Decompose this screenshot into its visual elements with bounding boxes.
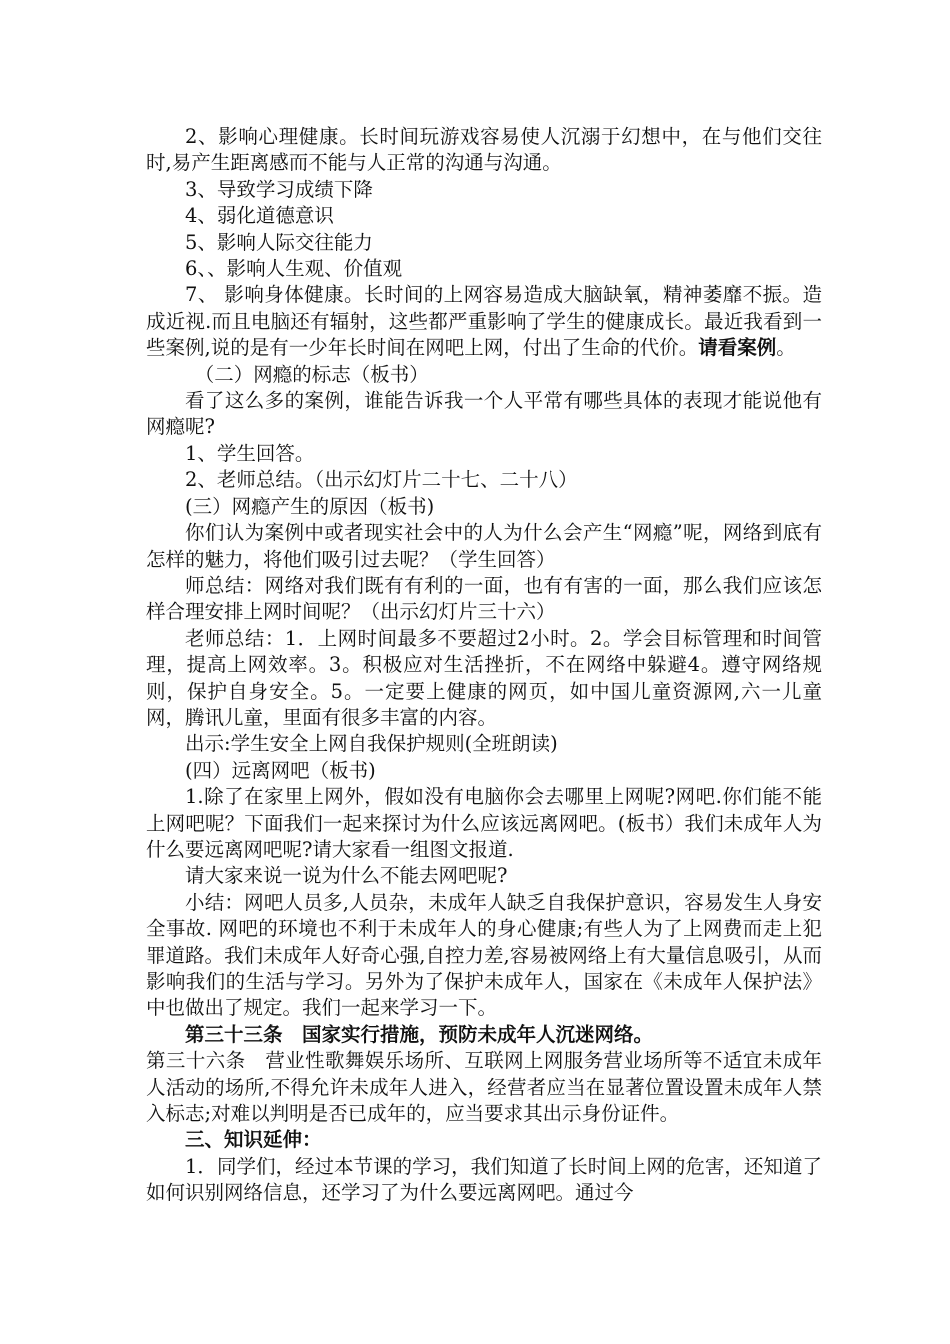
- paragraph-cafe-discussion: 请大家来说一说为什么不能去网吧呢?: [185, 864, 508, 888]
- paragraph-show-rules: 出示:学生安全上网自我保护规则(全班朗读): [185, 732, 558, 756]
- physical-health-text: 7、 影响身体健康。长时间的上网容易造成大脑缺氧，精神萎靡不振。造成近视.而且电脑还有辐射，这些都严重影响了学生的健康成长。最近我看到一些案例,说的是有一少年长时间在网吧上网，付出了生命的代价。: [146, 283, 822, 360]
- paragraph-summary: 小结：网吧人员多,人员杂，未成年人缺乏自我保护意识，容易发生人身安全事故. 网吧的环境也不利于未成年人的身心健康;有些人为了上网费而走上犯罪道路。我们未成年人好奇心强,自控力差,容易被网络上有大量信息吸引，从而影响我们的生活与学习。另外为了保护未成年人，国家在《未成年人保护法》中也做出了规定。我们一起来学习一下。: [146, 890, 822, 1020]
- section-heading-signs: （二）网瘾的标志（板书）: [194, 362, 429, 386]
- paragraph-mental-health: 2、影响心理健康。长时间玩游戏容易使人沉溺于幻想中，在与他们交往时,易产生距离感而不能与人正常的沟通与沟通。: [146, 125, 822, 175]
- section-heading-internet-cafe: (四）远离网吧（板书): [185, 758, 376, 782]
- paragraph-social-skills: 5、影响人际交往能力: [185, 230, 373, 254]
- paragraph-rules-list: 老师总结：1．上网时间最多不要超过2小时。2。学会目标管理和时间管理，提高上网效率。3。积极应对生活挫折，不在网络中躲避4。遵守网络规则，保护自身安全。5。一定要上健康的网页，如中国儿童资源网,六一儿童网，腾讯儿童，里面有很多丰富的内容。: [146, 626, 822, 729]
- document-page: [146, 124, 822, 1207]
- paragraph-student-answer: 1、学生回答。: [185, 441, 315, 465]
- paragraph-teacher-conclusion: 师总结：网络对我们既有有利的一面，也有有害的一面，那么我们应该怎样合理安排上网时间呢？（出示幻灯片三十六）: [146, 573, 822, 624]
- see-case-text: 请看案例: [698, 336, 777, 360]
- section-heading-causes: (三）网瘾产生的原因（板书): [185, 494, 435, 518]
- paragraph-cafe-question: 1.除了在家里上网外，假如没有电脑你会去哪里上网呢?网吧.你们能不能上网吧呢？下面我们一起来探讨为什么应该远离网吧。(板书）我们未成年人为什么要远离网吧呢?请大家看一组图文报道.: [146, 785, 822, 861]
- paragraph-extension: 1．同学们，经过本节课的学习，我们知道了长时间上网的危害，还知道了如何识别网络信息，还学习了为什么要远离网吧。通过今: [146, 1154, 822, 1205]
- paragraph-signs-question: 看了这么多的案例，谁能告诉我一个人平常有哪些具体的表现才能说他有网瘾呢?: [146, 389, 822, 439]
- paragraph-causes-question: 你们认为案例中或者现实社会中的人为什么会产生“网瘾”呢，网络到底有怎样的魅力，将他们吸引过去呢？（学生回答）: [146, 521, 822, 571]
- paragraph-morals: 4、弱化道德意识: [185, 204, 334, 228]
- paragraph-grades: 3、导致学习成绩下降: [185, 177, 373, 201]
- law-article-36: 第三十六条 营业性歌舞娱乐场所、互联网上网服务营业场所等不适宜未成年人活动的场所,不得允许未成年人进入，经营者应当在显著位置设置未成年人禁入标志;对难以判明是否已成年的，应当要求其出示身份证件。: [146, 1049, 822, 1126]
- paragraph-physical-health: 7、 影响身体健康。长时间的上网容易造成大脑缺氧，精神萎靡不振。造成近视.而且电脑还有辐射，这些都严重影响了学生的健康成长。最近我看到一些案例,说的是有一少年长时间在网吧上网，付出了生命的代价。请看案例。: [146, 283, 822, 360]
- law-article-33: 第三十三条 国家实行措施，预防未成年人沉迷网络。: [185, 1022, 654, 1046]
- section-heading-extension: 三、知识延伸：: [185, 1128, 322, 1152]
- paragraph-teacher-summary: 2、老师总结。（出示幻灯片二十七、二十八）: [185, 468, 578, 492]
- paragraph-values: 6、、影响人生观、价值观: [185, 257, 403, 281]
